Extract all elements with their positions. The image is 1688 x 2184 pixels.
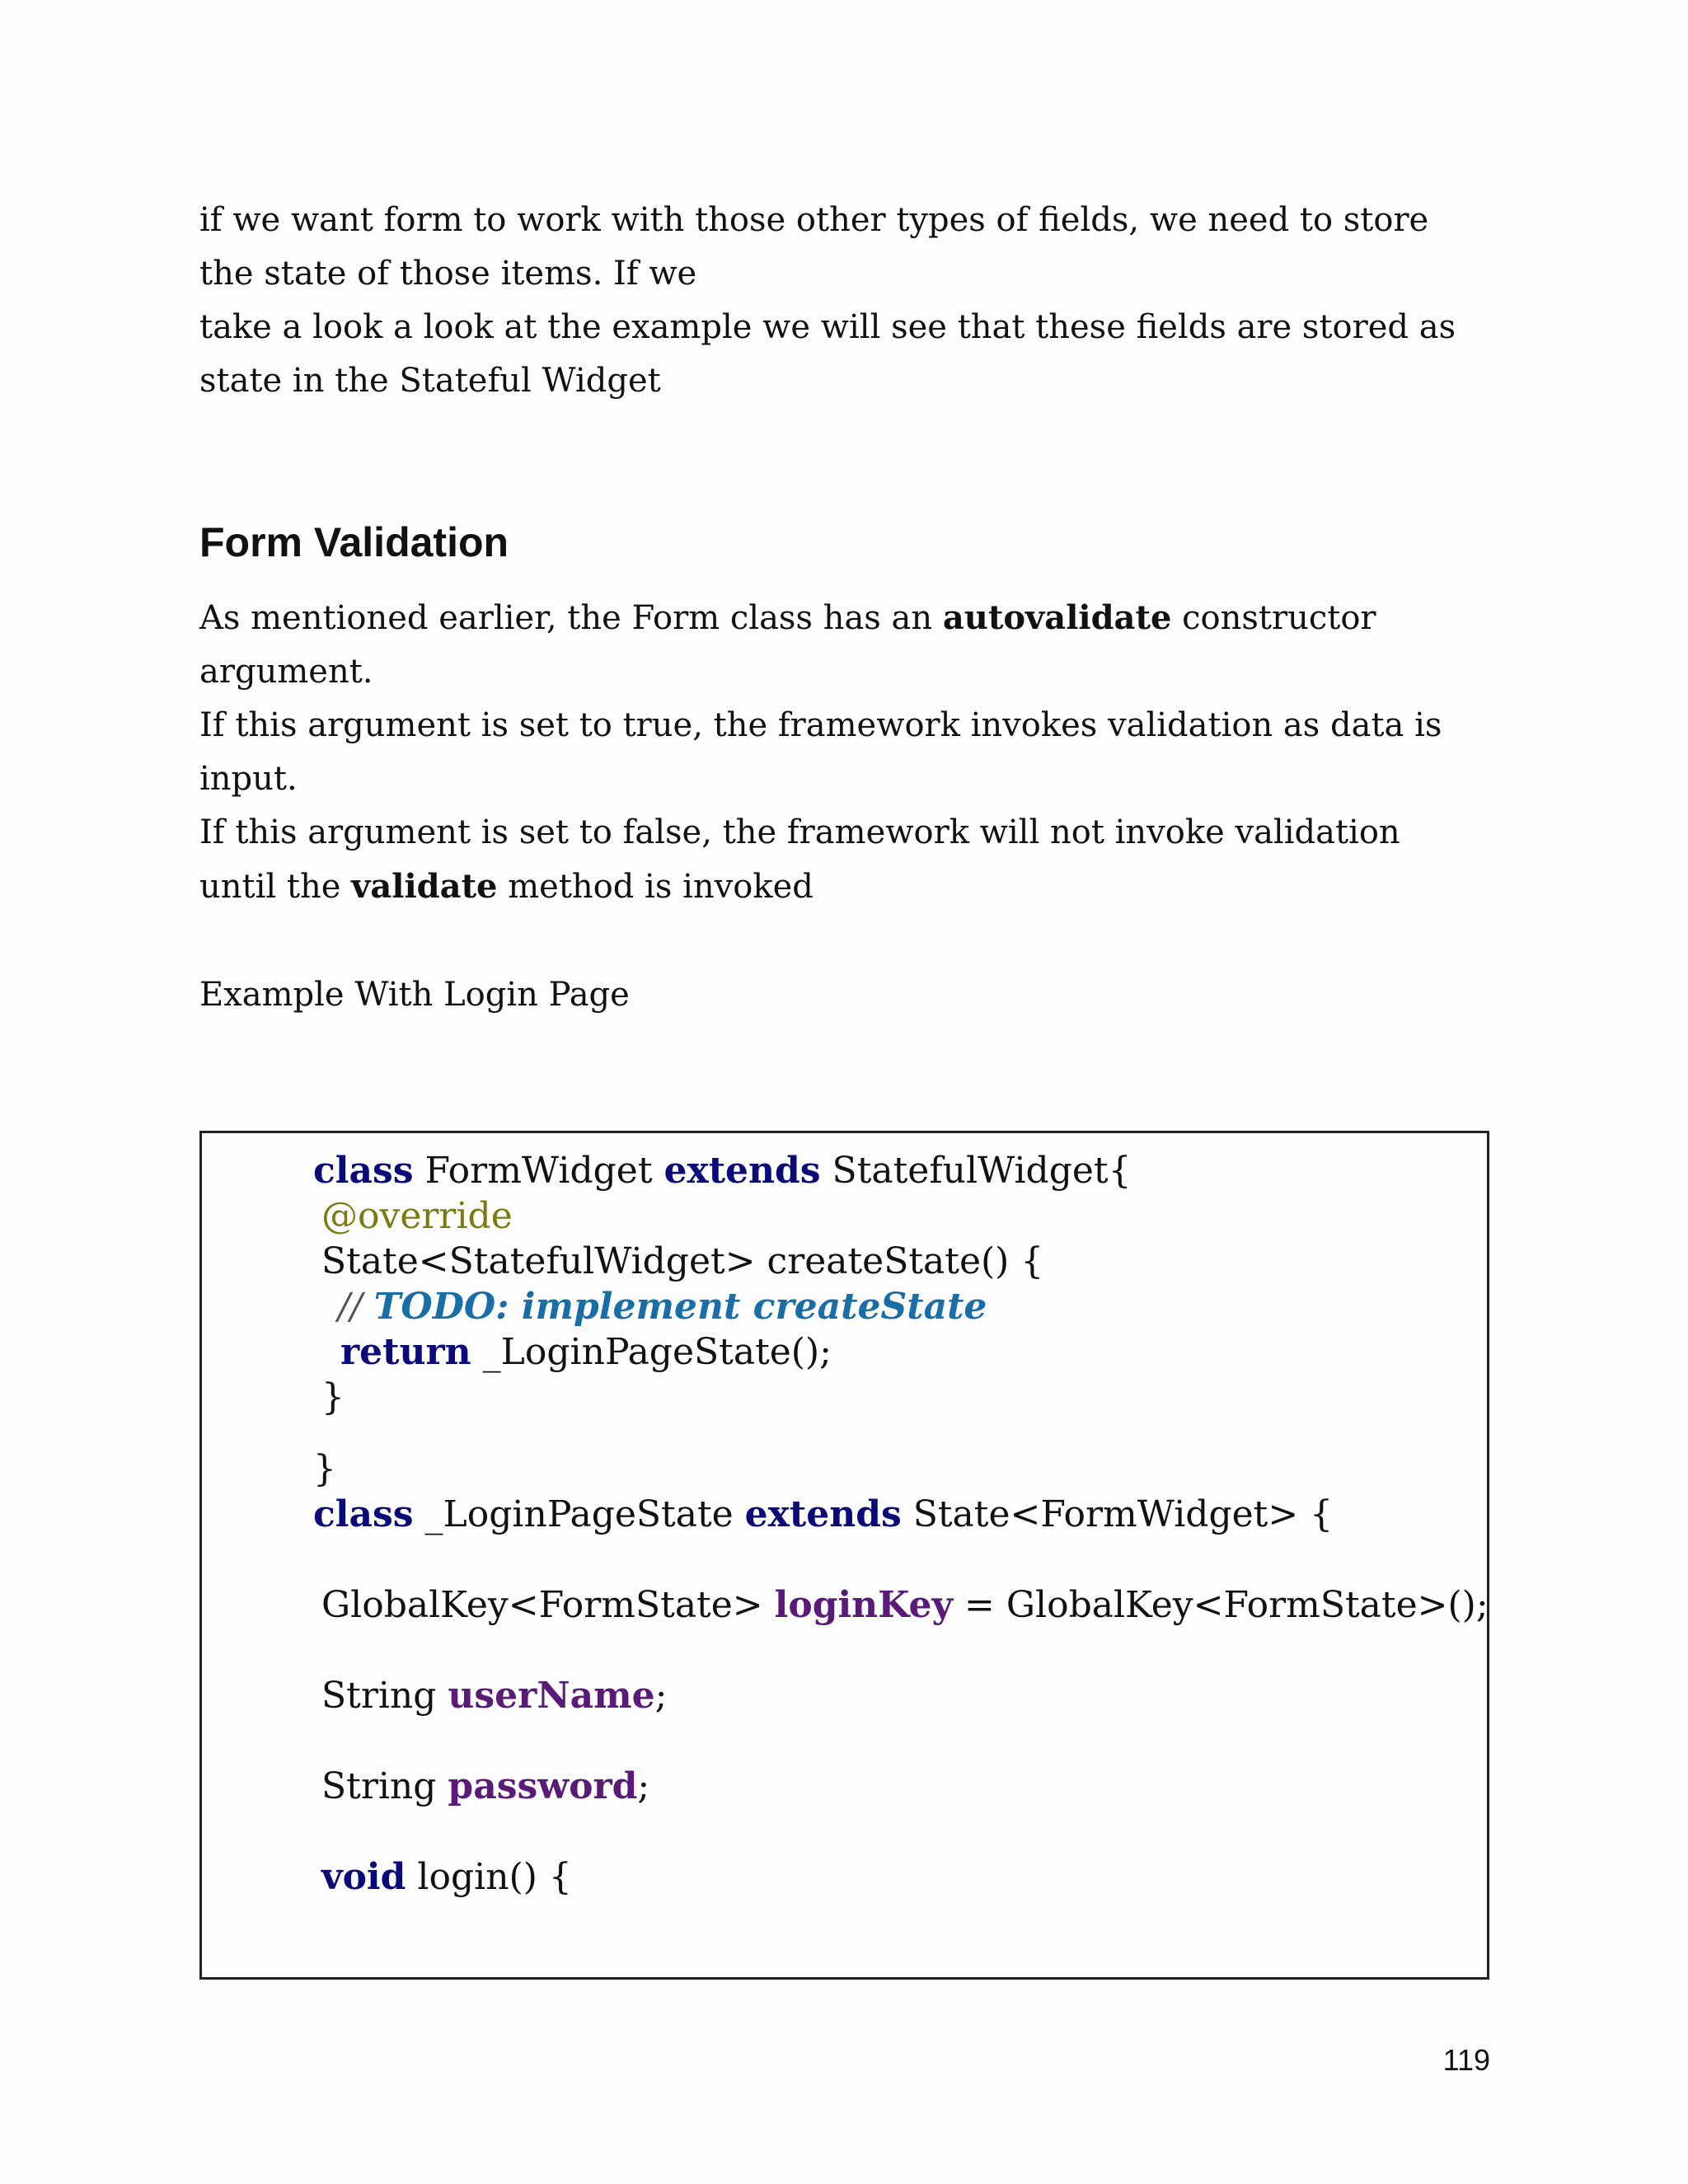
code-text: String: [321, 1765, 448, 1807]
intro-line: take a look a look at the example we will see that these fields are stored as: [199, 308, 1456, 346]
code-text: _LoginPageState: [413, 1493, 745, 1535]
autovalidate-term: autovalidate: [942, 598, 1172, 637]
code-text: ;: [637, 1765, 650, 1807]
page-number: 119: [1442, 2043, 1490, 2077]
code-keyword: class: [313, 1150, 414, 1192]
code-keyword: extends: [663, 1150, 821, 1192]
code-text: }: [321, 1376, 345, 1418]
text-line: If this argument is set to false, the framework will not invoke validation: [199, 813, 1400, 851]
code-block: [199, 1131, 1489, 1980]
validation-paragraph: [199, 591, 1485, 914]
intro-line: state in the Stateful Widget: [199, 362, 661, 400]
text-line: input.: [199, 760, 298, 798]
code-keyword: class: [313, 1493, 414, 1535]
text-span: method is invoked: [497, 868, 814, 906]
code-text: FormWidget: [413, 1150, 664, 1192]
intro-paragraph: [199, 194, 1485, 408]
code-field: loginKey: [774, 1584, 954, 1626]
text-line: If this argument is set to true, the framework invokes validation as data is: [199, 706, 1442, 744]
code-line: [313, 1492, 1333, 1538]
code-field: userName: [448, 1675, 655, 1717]
code-text: ;: [654, 1675, 668, 1717]
code-keyword: void: [321, 1856, 406, 1898]
intro-line: the state of those items. If we: [199, 255, 697, 293]
code-line: [321, 1375, 345, 1421]
section-heading: Form Validation: [199, 519, 509, 565]
example-label: [199, 968, 1485, 1022]
code-annotation: @override: [321, 1195, 513, 1237]
code-keyword: return: [340, 1331, 471, 1373]
code-keyword: extends: [744, 1493, 902, 1535]
code-field: password: [448, 1765, 638, 1807]
code-line: [321, 1854, 572, 1900]
code-line: [338, 1284, 987, 1330]
code-text: State<StatefulWidget> createState() {: [321, 1240, 1044, 1282]
code-text: String: [321, 1675, 448, 1717]
code-comment: TODO: implement createState: [373, 1286, 987, 1328]
code-text: _LoginPageState();: [471, 1331, 832, 1373]
code-line: [321, 1239, 1043, 1285]
validate-term: validate: [351, 867, 498, 906]
code-line: [340, 1329, 832, 1376]
code-text: GlobalKey<FormState>: [321, 1584, 775, 1626]
intro-line: if we want form to work with those other types of fields, we need to store: [199, 201, 1429, 239]
code-line: [321, 1764, 649, 1810]
text-line: argument.: [199, 653, 373, 691]
code-line: [321, 1193, 513, 1240]
code-line: [313, 1148, 1132, 1194]
text-span: until the: [199, 868, 352, 906]
code-text: = GlobalKey<FormState>();: [953, 1584, 1489, 1626]
text-span: As mentioned earlier, the Form class has an: [199, 599, 943, 637]
code-text: State<FormWidget> {: [901, 1493, 1334, 1535]
code-line: [321, 1582, 1489, 1629]
code-comment-marker: //: [338, 1286, 374, 1328]
text-line: [199, 591, 1485, 645]
text-span: constructor: [1171, 599, 1376, 637]
code-line: [313, 1446, 336, 1493]
code-text: }: [313, 1448, 336, 1490]
example-label-text: Example With Login Page: [199, 976, 630, 1014]
code-text: login() {: [406, 1856, 572, 1898]
code-text: StatefulWidget{: [820, 1150, 1132, 1192]
text-line: [199, 860, 1485, 914]
code-line: [321, 1673, 667, 1719]
